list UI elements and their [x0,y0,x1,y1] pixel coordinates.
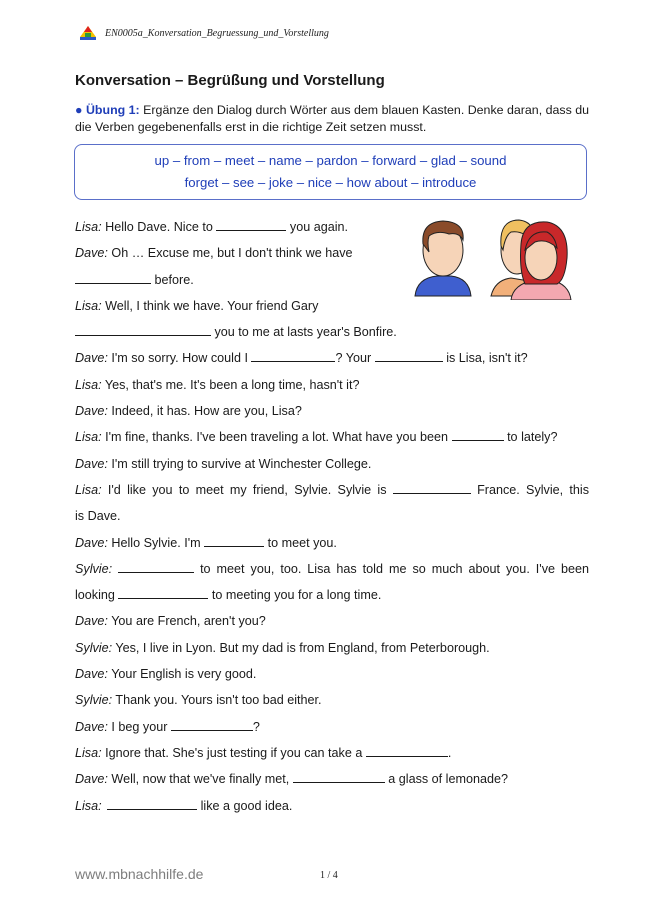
speaker: Dave: [75,667,108,682]
speaker: Dave: [75,772,108,787]
dialog-line [75,560,589,586]
line-text: to meet you, too. Lisa has told me so much about you. I've been [200,561,589,576]
speaker: Lisa: [75,298,102,313]
line-text: I'd like you to meet my friend, Sylvie. Sylvie is [107,482,387,497]
speaker: Dave: [75,351,108,366]
blank-field[interactable] [216,219,286,231]
line-text: Yes, that's me. It's been a long time, hasn't it? [104,377,360,392]
line-text: to meet you. [267,535,337,550]
dialog-line [75,402,589,428]
speaker: Dave: [75,719,108,734]
speaker: Dave: [75,535,108,550]
blank-field[interactable] [393,482,471,494]
speaker: Lisa: [75,220,102,234]
footer-website: www.mbnachhilfe.de [75,866,204,882]
speaker: Lisa: [75,745,102,760]
dialog-line [75,586,589,612]
line-text: Indeed, it has. How are you, Lisa? [111,404,302,419]
line-text: to lately? [507,430,558,445]
line-text: Oh … Excuse me, but I don't think we have [111,246,353,261]
blank-field[interactable] [204,535,264,547]
bullet-icon: ● [75,103,83,117]
blank-field[interactable] [75,272,151,284]
blank-field[interactable] [251,350,335,362]
dialog-line [75,718,589,744]
line-text: I beg your [111,719,168,734]
line-text: is Lisa, isn't it? [446,351,528,366]
speaker: Sylvie: [75,640,113,655]
dialog-line [75,534,589,560]
blank-field[interactable] [293,771,385,783]
dialog-line [75,244,589,270]
dialog-line [75,691,589,717]
dialog-line [75,639,589,665]
line-text: ? [252,719,260,734]
dialog-line [75,612,589,638]
blank-field[interactable] [107,798,197,810]
line-text: Yes, I live in Lyon. But my dad is from England, from Peterborough. [115,640,490,655]
line-text: I'm still trying to survive at Winchester College. [111,456,372,471]
speaker: Lisa: [75,798,102,813]
dialog-line [75,507,589,533]
line-text: Thank you. Yours isn't too bad either. [115,693,322,708]
dialog-line [75,770,589,796]
speaker: Lisa: [75,482,102,497]
line-text: you again. [289,220,349,234]
blank-field[interactable] [375,350,443,362]
exercise-text: Ergänze den Dialog durch Wörter aus dem blauen Kasten. Denke daran, dass du die Verben gegebenenfalls erst in die richtige Zeit setzen musst. [75,103,590,134]
page-number: 1 / 4 [320,870,338,881]
line-text: Hello Sylvie. I'm [111,535,201,550]
word-box-line-1: up – from – meet – name – pardon – forward – glad – sound [154,153,507,168]
line-text: a glass of lemonade? [388,772,508,787]
blank-field[interactable] [118,587,208,599]
blank-field[interactable] [118,561,194,573]
exercise-label: Übung 1: [85,103,140,117]
line-text: ? Your [335,351,372,366]
line-text: is Dave. [75,509,121,524]
page-title: Konversation – Begrüßung und Vorstellung [75,72,385,89]
dialog-line [75,323,589,349]
line-text: looking [75,588,115,603]
document-header [79,25,329,41]
line-text: Well, now that we've finally met, [111,772,290,787]
line-text: like a good idea. [200,798,293,813]
blank-field[interactable] [171,719,253,731]
speaker: Lisa: [75,377,102,392]
speaker: Lisa: [75,430,102,445]
logo-icon [79,26,97,40]
word-box [74,144,587,200]
speaker: Dave: [75,614,108,629]
speaker: Sylvie: [75,561,113,576]
blank-field[interactable] [366,745,448,757]
line-text: Well, I think we have. Your friend Gary [105,298,319,313]
dialog-line [75,744,589,770]
line-text: Ignore that. She's just testing if you can take a [105,745,363,760]
dialog-line [75,297,589,323]
speaker: Dave: [75,246,108,261]
dialog-line [75,797,589,823]
dialog-line [75,481,589,507]
speaker: Dave: [75,456,108,471]
line-text: you to me at lasts year's Bonfire. [214,325,397,340]
blank-field[interactable] [75,324,211,336]
speaker: Sylvie: [75,693,113,708]
line-text: . [447,745,452,760]
dialog-line [75,665,589,691]
line-text: to meeting you for a long time. [211,588,382,603]
line-text: Hello Dave. Nice to [105,220,213,234]
dialog-line [75,428,589,454]
line-text: Your English is very good. [111,667,257,682]
document-id: EN0005a_Konversation_Begruessung_und_Vorstellung [105,27,329,39]
line-text: I'm fine, thanks. I've been traveling a lot. What have you been [105,430,449,445]
dialog-line [75,455,589,481]
dialog-line [75,349,589,375]
line-text: before. [154,272,194,287]
line-text: France. Sylvie, this [477,482,590,497]
dialog-line [75,271,589,297]
dialog-line [75,376,589,402]
dialog-line [75,218,589,244]
speaker: Dave: [75,404,108,419]
line-text: You are French, aren't you? [111,614,266,629]
line-text: I'm so sorry. How could I [111,351,248,366]
exercise-instructions [75,102,589,136]
dialog [75,218,589,823]
blank-field[interactable] [452,429,504,441]
word-box-line-2: forget – see – joke – nice – how about – introduce [184,175,477,190]
